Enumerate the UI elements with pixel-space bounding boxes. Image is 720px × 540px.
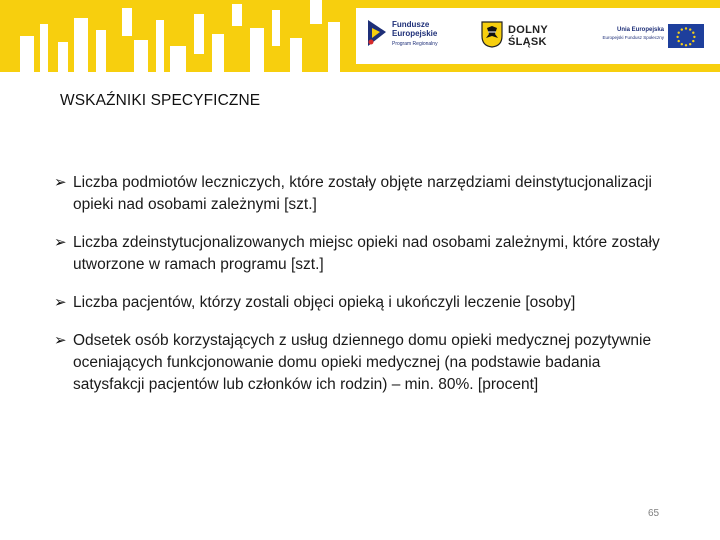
- dolny-slask-logo: [480, 18, 560, 58]
- decor-block: [40, 24, 48, 72]
- decor-block: [170, 46, 186, 72]
- unia-line2: Europejski Fundusz Społeczny: [602, 35, 664, 40]
- decor-block: [156, 20, 164, 72]
- decor-block: [232, 4, 242, 26]
- arrow-bullet-icon: ➢: [54, 332, 67, 349]
- decor-block: [290, 38, 302, 72]
- list-item: [54, 330, 674, 396]
- indicator-text: Liczba podmiotów leczniczych, które zostały objęte narzędziami deinstytucjonalizacji opieki nad osobami zależnymi [szt.]: [73, 174, 652, 213]
- fundusze-europejskie-logo: [366, 16, 456, 60]
- decor-block: [122, 8, 132, 36]
- slide-title: WSKAŹNIKI SPECYFICZNE: [60, 92, 261, 109]
- decor-block: [58, 42, 68, 72]
- arrow-bullet-icon: ➢: [54, 294, 67, 311]
- arrow-bullet-icon: ➢: [54, 234, 67, 251]
- indicator-text: Liczba pacjentów, którzy zostali objęci opieką i ukończyli leczenie [osoby]: [73, 294, 576, 311]
- decor-block: [20, 36, 34, 72]
- decor-block: [134, 40, 148, 72]
- fundusze-line3: Program Regionalny: [392, 41, 438, 47]
- indicator-text: Liczba zdeinstytucjonalizowanych miejsc opieki nad osobami zależnymi, które zostały utworzone w ramach programu [szt.]: [73, 234, 660, 273]
- fundusze-line1: Fundusze: [392, 20, 430, 29]
- unia-europejska-logo: [588, 22, 718, 56]
- decor-block: [96, 30, 106, 72]
- page-number: 65: [648, 508, 660, 519]
- decor-block: [310, 0, 322, 24]
- header-band: [0, 0, 720, 72]
- decor-block: [328, 22, 340, 72]
- list-item: [54, 232, 674, 276]
- dolny-slask-line2: ŚLĄSK: [508, 36, 547, 48]
- fundusze-line2: Europejskie: [392, 29, 438, 38]
- decor-block: [250, 28, 264, 72]
- list-item: [54, 292, 674, 314]
- unia-line1: Unia Europejska: [616, 27, 664, 33]
- dolny-slask-line1: DOLNY: [508, 24, 548, 36]
- list-item: [54, 172, 674, 216]
- eu-flag-icon: [668, 24, 704, 48]
- decor-block: [272, 10, 280, 46]
- logo-bar: [356, 8, 720, 64]
- indicator-list: [54, 172, 674, 412]
- fundusze-europejskie-logo-icon: [366, 18, 388, 48]
- eagle-crest-icon: [480, 20, 504, 48]
- decor-block: [194, 14, 204, 54]
- decor-block: [212, 34, 224, 72]
- indicator-text: Odsetek osób korzystających z usług dziennego domu opieki medycznej pozytywnie oceniających funkcjonowanie domu opieki medycznej (na podstawie badania satysfakcji pacjentów lub członków ich rodzin) – min. 80%. [procent]: [73, 332, 652, 393]
- decor-block: [74, 18, 88, 72]
- arrow-bullet-icon: ➢: [54, 174, 67, 191]
